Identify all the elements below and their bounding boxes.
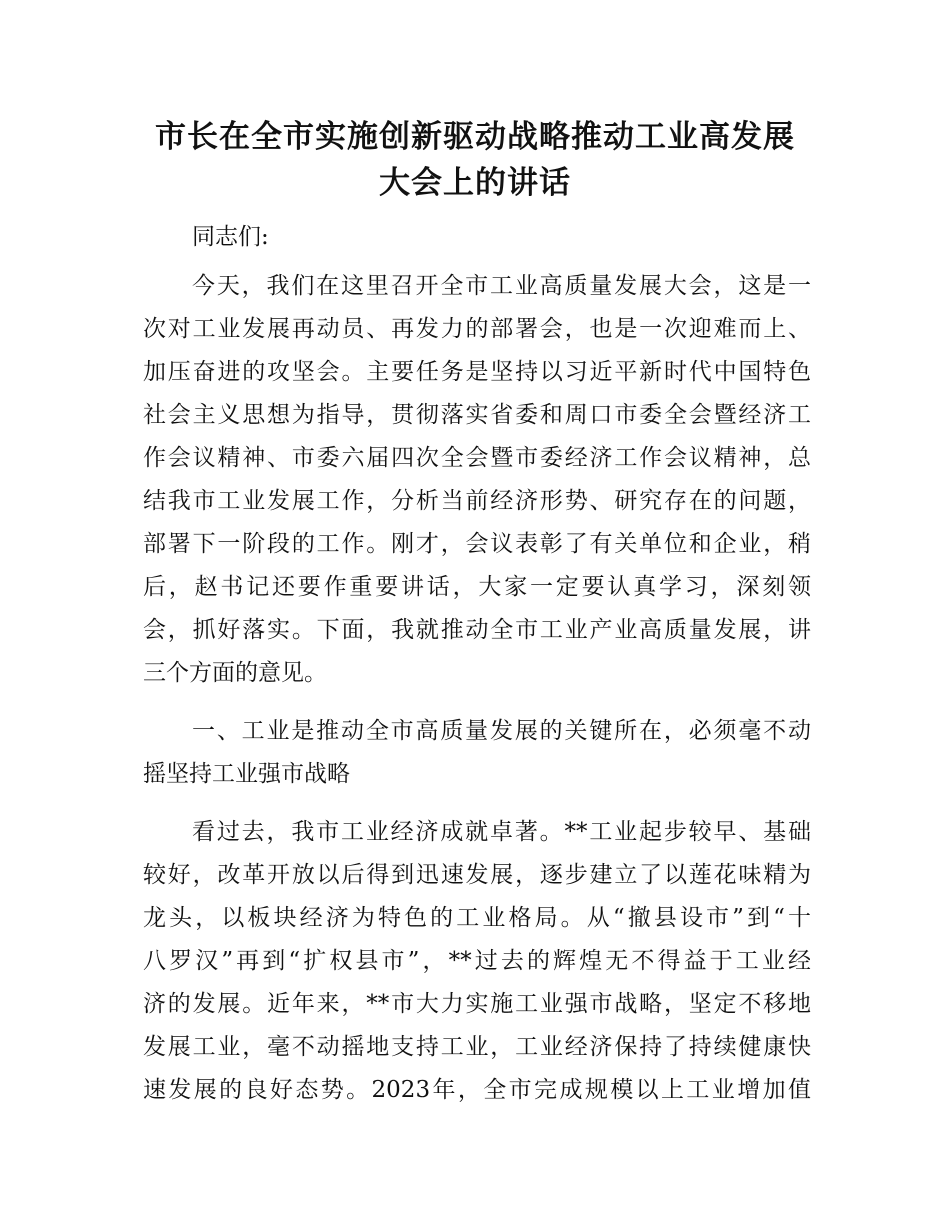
paragraph-2-line: 八罗汉”再到“扩权县市”，**过去的辉煌无不得益于工业经	[143, 948, 811, 974]
paragraph-1-line: 会，抓好落实。下面，我就推动全市工业产业高质量发展，讲	[143, 617, 811, 643]
paragraph-1-line: 社会主义思想为指导，贯彻落实省委和周口市委全会暨经济工	[143, 402, 811, 428]
paragraph-2-line: 龙头，以板块经济为特色的工业格局。从“撤县设市”到“十	[143, 905, 811, 931]
document-title-line-2: 大会上的讲话	[379, 165, 571, 201]
paragraph-1-line: 作会议精神、市委六届四次全会暨市委经济工作会议精神，总	[143, 445, 811, 471]
paragraph-1-line: 加压奋进的攻坚会。主要任务是坚持以习近平新时代中国特色	[143, 359, 811, 385]
section-1-heading-line: 摇坚持工业强市战略	[143, 761, 350, 787]
section-1-heading-line: 一、工业是推动全市高质量发展的关键所在，必须毫不动	[192, 718, 811, 744]
paragraph-1-line: 后，赵书记还要作重要讲话，大家一定要认真学习，深刻领	[143, 574, 811, 600]
salutation: 同志们:	[192, 224, 269, 250]
paragraph-1-line: 今天，我们在这里召开全市工业高质量发展大会，这是一	[192, 273, 811, 299]
paragraph-1-line: 三个方面的意见。	[143, 660, 327, 686]
paragraph-2-line: 济的发展。近年来，**市大力实施工业强市战略，坚定不移地	[143, 991, 811, 1017]
paragraph-2-line: 速发展的良好态势。2023年，全市完成规模以上工业增加值	[143, 1077, 811, 1103]
paragraph-1-line: 次对工业发展再动员、再发力的部署会，也是一次迎难而上、	[143, 316, 811, 342]
document-title-line-1: 市长在全市实施创新驱动战略推动工业高发展	[155, 119, 795, 155]
paragraph-1-line: 部署下一阶段的工作。刚才，会议表彰了有关单位和企业，稍	[143, 531, 811, 557]
paragraph-2-line: 较好，改革开放以后得到迅速发展，逐步建立了以莲花味精为	[143, 862, 811, 888]
paragraph-2-line: 看过去，我市工业经济成就卓著。**工业起步较早、基础	[192, 819, 811, 845]
paragraph-1-line: 结我市工业发展工作，分析当前经济形势、研究存在的问题，	[143, 488, 811, 514]
paragraph-2-line: 发展工业，毫不动摇地支持工业，工业经济保持了持续健康快	[143, 1034, 811, 1060]
